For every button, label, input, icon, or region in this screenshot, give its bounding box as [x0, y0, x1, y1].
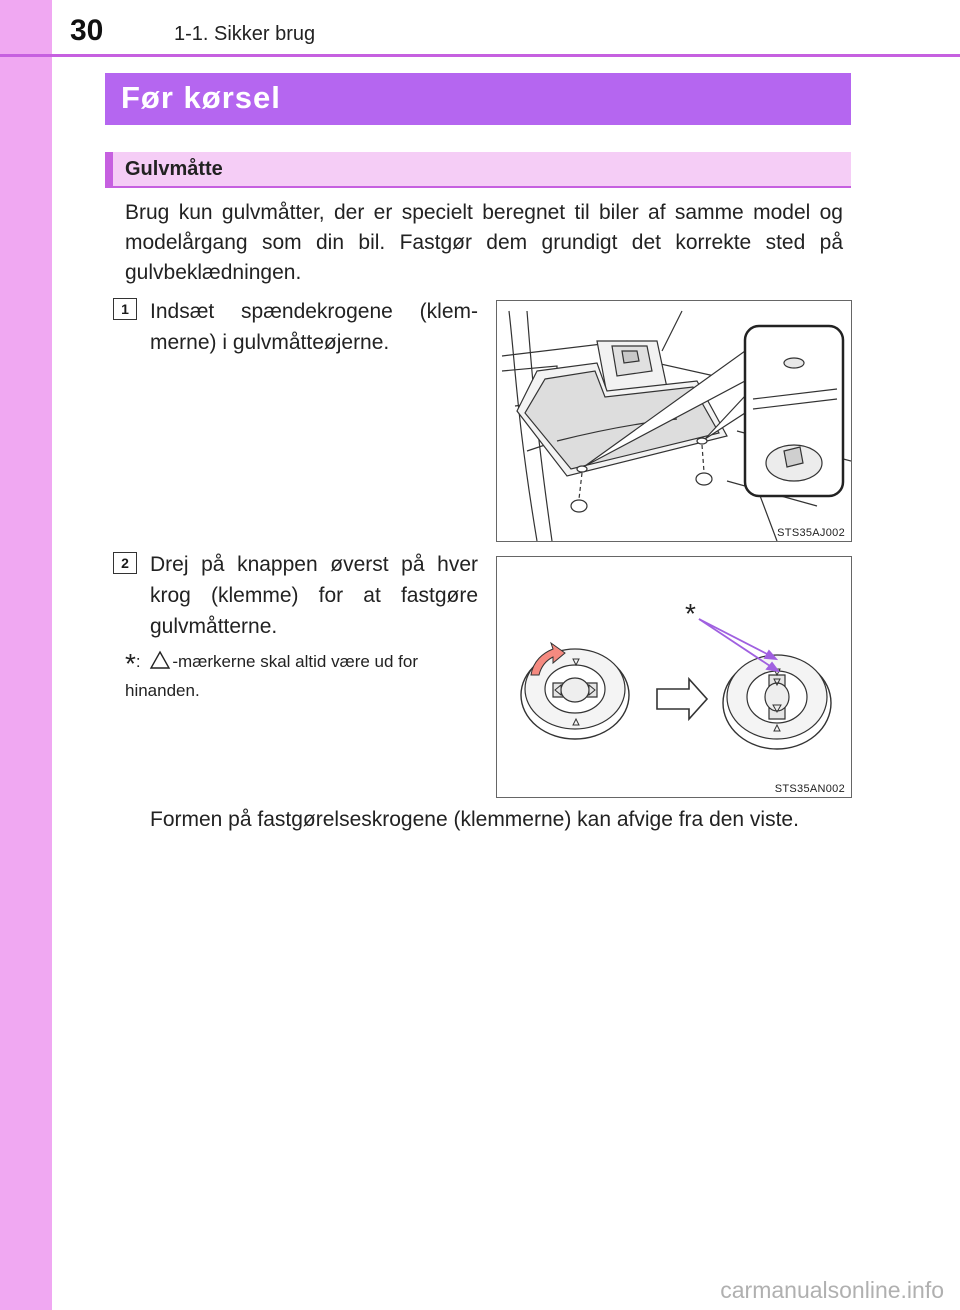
step-number-2: 2 [113, 552, 137, 574]
figure-code-1: STS35AJ002 [777, 527, 845, 539]
side-band [0, 0, 52, 1310]
page-number: 30 [70, 14, 104, 47]
subsection-title: Gulvmåtte [125, 158, 223, 180]
intro-paragraph: Brug kun gulvmåtter, der er specielt beregnet til biler af samme model og modelårgang som din bil. Fastgør dem grundigt det korrekte sted på gulvbeklædningen. [125, 201, 843, 284]
outro-paragraph: Formen på fastgørelseskrogene (klemmerne) kan afvige fra den viste. [150, 808, 799, 831]
step-text-2: Drej på knappen øverst på hver krog (klemme) for at fastgøre gulvmåtterne. [150, 553, 478, 638]
figure-asterisk: * [685, 598, 696, 629]
header-rule [0, 54, 960, 57]
figure-clip-rotation [496, 556, 852, 798]
clip-rotation-illustration [497, 557, 851, 797]
note [125, 648, 480, 704]
step-number-1: 1 [113, 298, 137, 320]
note-text: -mærkerne skal altid være ud for hinanden. [125, 652, 419, 700]
section-title-bar [105, 73, 851, 125]
chapter-title: 1-1. Sikker brug [174, 23, 316, 45]
triangle-mark-icon [149, 650, 171, 670]
step-text-1: Indsæt spændekrogene (klem-merne) i gulvmåtteøjerne. [150, 300, 478, 354]
section-title: Før kørsel [121, 80, 281, 115]
figure-code-2: STS35AN002 [774, 783, 845, 795]
subsection-bar [105, 152, 851, 188]
note-separator: : [135, 652, 141, 671]
header-band [0, 0, 960, 56]
watermark: carmanualsonline.info [720, 1277, 944, 1303]
floor-mat-illustration [497, 301, 851, 541]
figure-floor-mat [496, 300, 852, 542]
note-asterisk: * [125, 648, 136, 679]
